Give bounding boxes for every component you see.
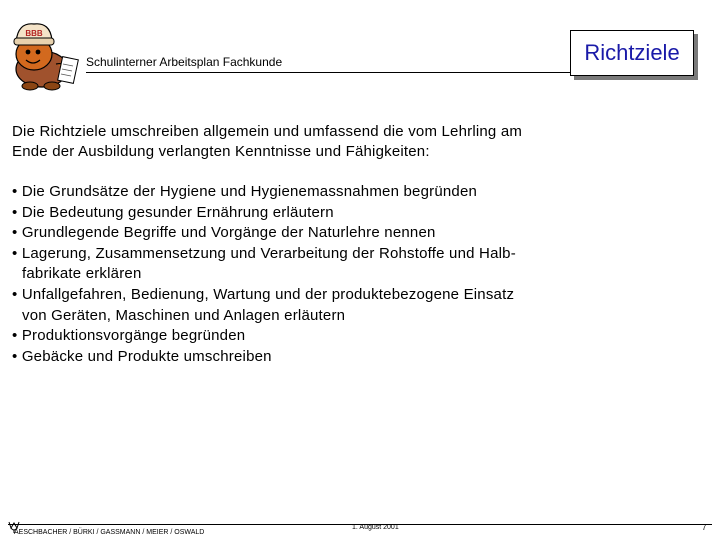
- list-item-continuation: von Geräten, Maschinen und Anlagen erläutern: [22, 306, 346, 324]
- list-item: [12, 244, 702, 285]
- list-item: [12, 182, 702, 203]
- list-item-text: • Die Grundsätze der Hygiene und Hygienemassnahmen begründen: [12, 183, 478, 200]
- list-item-text: • Grundlegende Begriffe und Vorgänge der Naturlehre nennen: [12, 224, 436, 242]
- list-item: [12, 285, 702, 326]
- list-item-text: • Lagerung, Zusammensetzung und Verarbeitung der Rohstoffe und Halb-: [12, 244, 516, 262]
- goals-list: [12, 182, 702, 367]
- intro-line: Ende der Ausbildung verlangten Kenntnisse und Fähigkeiten:: [12, 143, 430, 160]
- list-item: [12, 326, 702, 347]
- page-header-title: Schulinterner Arbeitsplan Fachkunde: [86, 55, 283, 69]
- list-item-text: • Die Bedeutung gesunder Ernährung erläutern: [12, 203, 334, 221]
- section-title: Richtziele: [584, 40, 680, 65]
- section-title-box: [570, 30, 694, 76]
- list-item-text: • Produktionsvorgänge begründen: [12, 327, 246, 345]
- svg-text:BBB: BBB: [25, 29, 43, 38]
- page-number: 7: [702, 523, 707, 532]
- list-item: [12, 347, 702, 368]
- intro-paragraph: [12, 122, 692, 162]
- list-item-text: • Unfallgefahren, Bedienung, Wartung und der produktebezogene Einsatz: [12, 285, 515, 303]
- list-item: [12, 223, 702, 244]
- list-item: [12, 203, 702, 224]
- list-item-continuation: fabrikate erklären: [22, 265, 142, 283]
- list-item-text: • Gebäcke und Produkte umschreiben: [12, 347, 272, 365]
- baker-mascot-logo-icon: [4, 14, 86, 94]
- intro-line: Die Richtziele umschreiben allgemein und umfassend die vom Lehrling am: [12, 123, 523, 140]
- footer-authors: AESCHBACHER / BÜRKI / GASSMANN / MEIER / OSWALD: [14, 529, 205, 536]
- footer-date: 1. August 2001: [352, 524, 399, 531]
